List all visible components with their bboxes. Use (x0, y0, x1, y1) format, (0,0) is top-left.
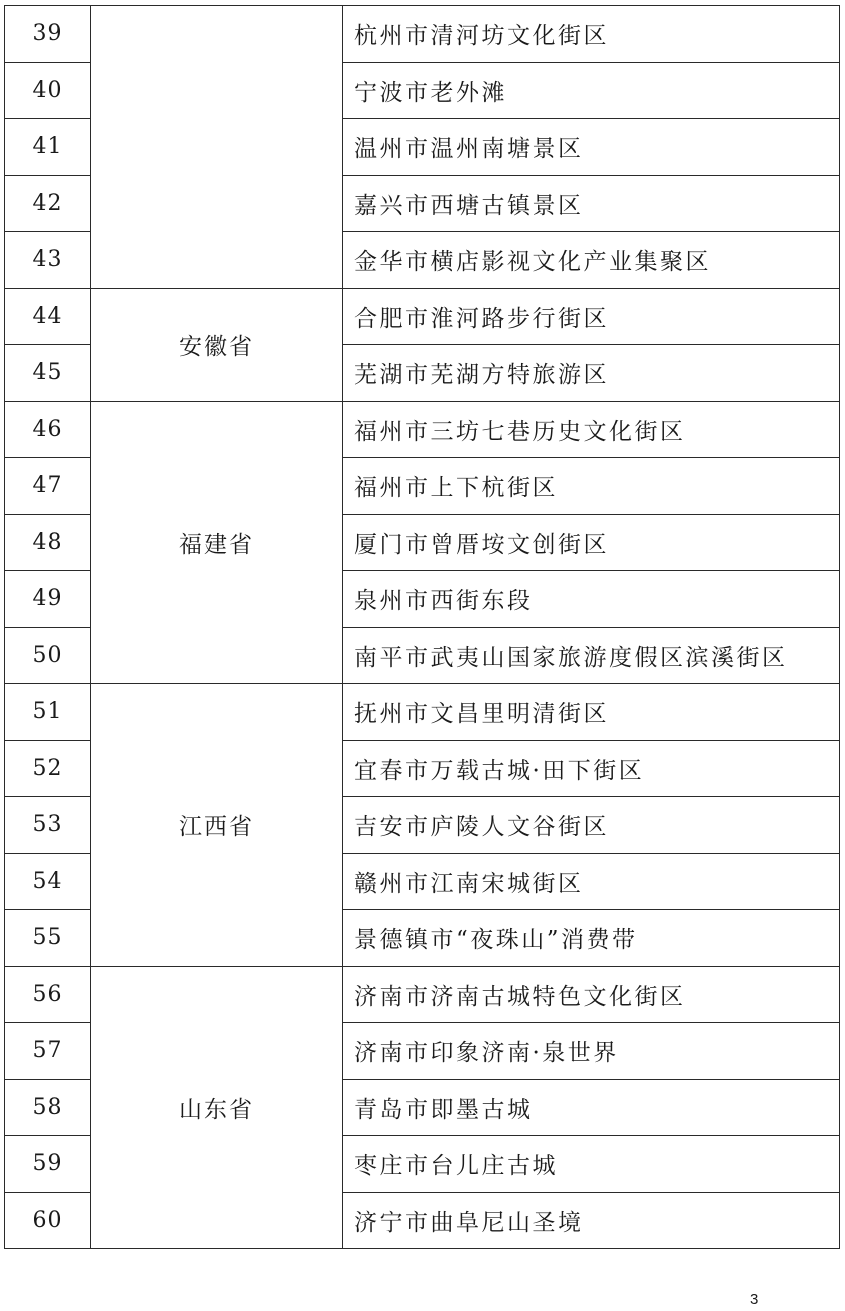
row-number: 43 (5, 232, 91, 289)
district-name: 济南市济南古城特色文化街区 (343, 966, 840, 1023)
district-name: 嘉兴市西塘古镇景区 (343, 175, 840, 232)
row-number: 39 (5, 6, 91, 63)
row-number: 57 (5, 1023, 91, 1080)
district-name: 合肥市淮河路步行街区 (343, 288, 840, 345)
province-cell-jiangxi: 江西省 (91, 684, 343, 967)
row-number: 49 (5, 571, 91, 628)
district-name: 景德镇市“夜珠山”消费带 (343, 910, 840, 967)
district-name: 厦门市曾厝垵文创街区 (343, 514, 840, 571)
district-name: 温州市温州南塘景区 (343, 119, 840, 176)
table-row (5, 966, 840, 1023)
row-number: 56 (5, 966, 91, 1023)
district-name: 赣州市江南宋城街区 (343, 853, 840, 910)
row-number: 46 (5, 401, 91, 458)
district-name: 济宁市曲阜尼山圣境 (343, 1192, 840, 1249)
district-name: 福州市上下杭街区 (343, 458, 840, 515)
row-number: 48 (5, 514, 91, 571)
district-name: 福州市三坊七巷历史文化街区 (343, 401, 840, 458)
row-number: 60 (5, 1192, 91, 1249)
row-number: 45 (5, 345, 91, 402)
row-number: 47 (5, 458, 91, 515)
province-cell-zhejiang (91, 6, 343, 289)
row-number: 51 (5, 684, 91, 741)
district-name: 杭州市清河坊文化街区 (343, 6, 840, 63)
district-name: 青岛市即墨古城 (343, 1079, 840, 1136)
row-number: 40 (5, 62, 91, 119)
row-number: 44 (5, 288, 91, 345)
row-number: 54 (5, 853, 91, 910)
row-number: 58 (5, 1079, 91, 1136)
table-row (5, 6, 840, 63)
table-row (5, 684, 840, 741)
row-number: 41 (5, 119, 91, 176)
row-number: 50 (5, 627, 91, 684)
district-name: 泉州市西街东段 (343, 571, 840, 628)
district-list-table (4, 5, 840, 1249)
district-name: 南平市武夷山国家旅游度假区滨溪街区 (343, 627, 840, 684)
table-row (5, 401, 840, 458)
row-number: 52 (5, 740, 91, 797)
district-name: 枣庄市台儿庄古城 (343, 1136, 840, 1193)
table-row (5, 288, 840, 345)
district-name: 宜春市万载古城·田下街区 (343, 740, 840, 797)
row-number: 53 (5, 797, 91, 854)
district-name: 金华市横店影视文化产业集聚区 (343, 232, 840, 289)
province-cell-shandong: 山东省 (91, 966, 343, 1249)
province-cell-fujian: 福建省 (91, 401, 343, 684)
district-name: 宁波市老外滩 (343, 62, 840, 119)
row-number: 59 (5, 1136, 91, 1193)
district-name: 抚州市文昌里明清街区 (343, 684, 840, 741)
row-number: 42 (5, 175, 91, 232)
page-number: 3 (750, 1291, 759, 1308)
district-name: 吉安市庐陵人文谷街区 (343, 797, 840, 854)
row-number: 55 (5, 910, 91, 967)
province-cell-anhui: 安徽省 (91, 288, 343, 401)
district-name: 济南市印象济南·泉世界 (343, 1023, 840, 1080)
district-name: 芜湖市芜湖方特旅游区 (343, 345, 840, 402)
